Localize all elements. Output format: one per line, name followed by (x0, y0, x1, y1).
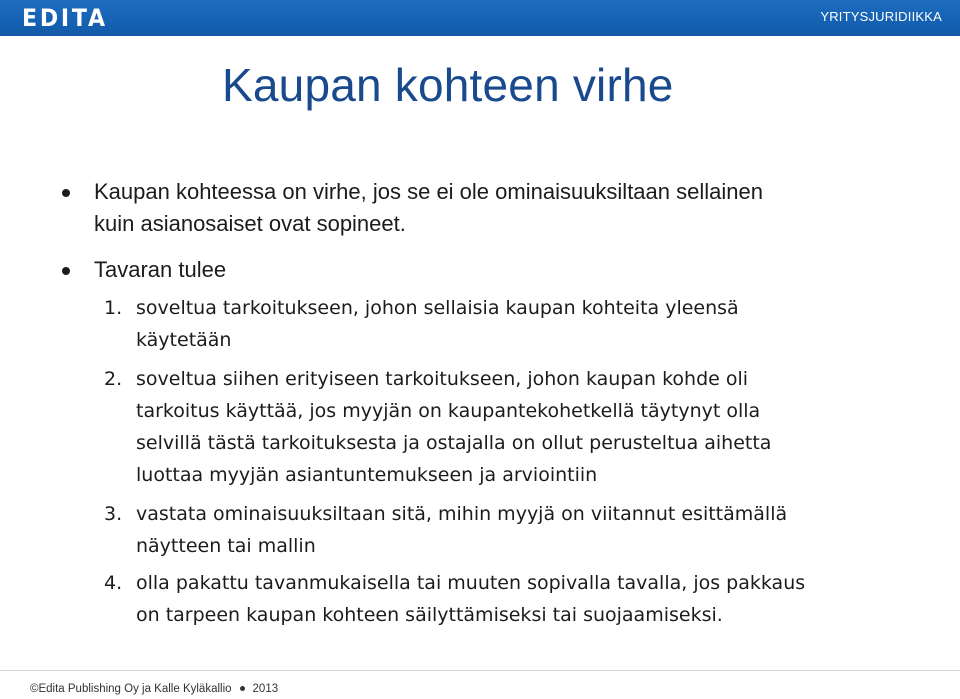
item-line: tarkoitus käyttää, jos myyjän on kaupantekohetkellä täytynyt olla (136, 400, 761, 422)
slide-title: Kaupan kohteen virhe (222, 59, 674, 111)
item-number: 2. (104, 368, 123, 390)
numbered-item (104, 292, 896, 356)
numbered-item (104, 567, 896, 631)
item-line: selvillä tästä tarkoituksesta ja ostajalla on ollut perusteltua aihetta (136, 432, 772, 454)
numbered-item (104, 498, 896, 562)
bullet-line: Kaupan kohteessa on virhe, jos se ei ole ominaisuuksiltaan sellainen (94, 179, 763, 204)
item-line: luottaa myyjän asiantuntemukseen ja arviointiin (136, 464, 598, 486)
footer-divider (0, 670, 960, 671)
footer-year: 2013 (252, 683, 279, 695)
bullet-icon (62, 267, 70, 275)
item-line: on tarpeen kaupan kohteen säilyttämiseksi tai suojaamiseksi. (136, 604, 723, 626)
item-line: soveltua tarkoitukseen, johon sellaisia kaupan kohteita yleensä (136, 297, 739, 319)
bullet-line: Tavaran tulee (94, 257, 227, 282)
item-line: olla pakattu tavanmukaisella tai muuten sopivalla tavalla, jos pakkaus (136, 572, 806, 594)
bullet-icon (62, 189, 70, 197)
bullet-item (94, 254, 934, 286)
item-line: soveltua siihen erityiseen tarkoitukseen, johon kaupan kohde oli (136, 368, 749, 390)
item-number: 4. (104, 572, 123, 594)
separator-dot-icon (240, 686, 245, 691)
item-line: käytetään (136, 329, 232, 351)
footer-copyright: ©Edita Publishing Oy ja Kalle Kyläkallio (30, 683, 232, 695)
brand-tag: YRITYSJURIDIIKKA (820, 9, 942, 24)
item-number: 1. (104, 297, 123, 319)
item-line: näytteen tai mallin (136, 535, 316, 557)
item-line: vastata ominaisuuksiltaan sitä, mihin myyjä on viitannut esittämällä (136, 503, 788, 525)
bullet-item (94, 176, 934, 240)
bullet-line: kuin asianosaiset ovat sopineet. (94, 211, 406, 236)
numbered-item (104, 363, 896, 491)
edita-logo: EDITA (22, 4, 108, 32)
footer (30, 683, 278, 695)
top-banner (0, 0, 960, 36)
item-number: 3. (104, 503, 123, 525)
